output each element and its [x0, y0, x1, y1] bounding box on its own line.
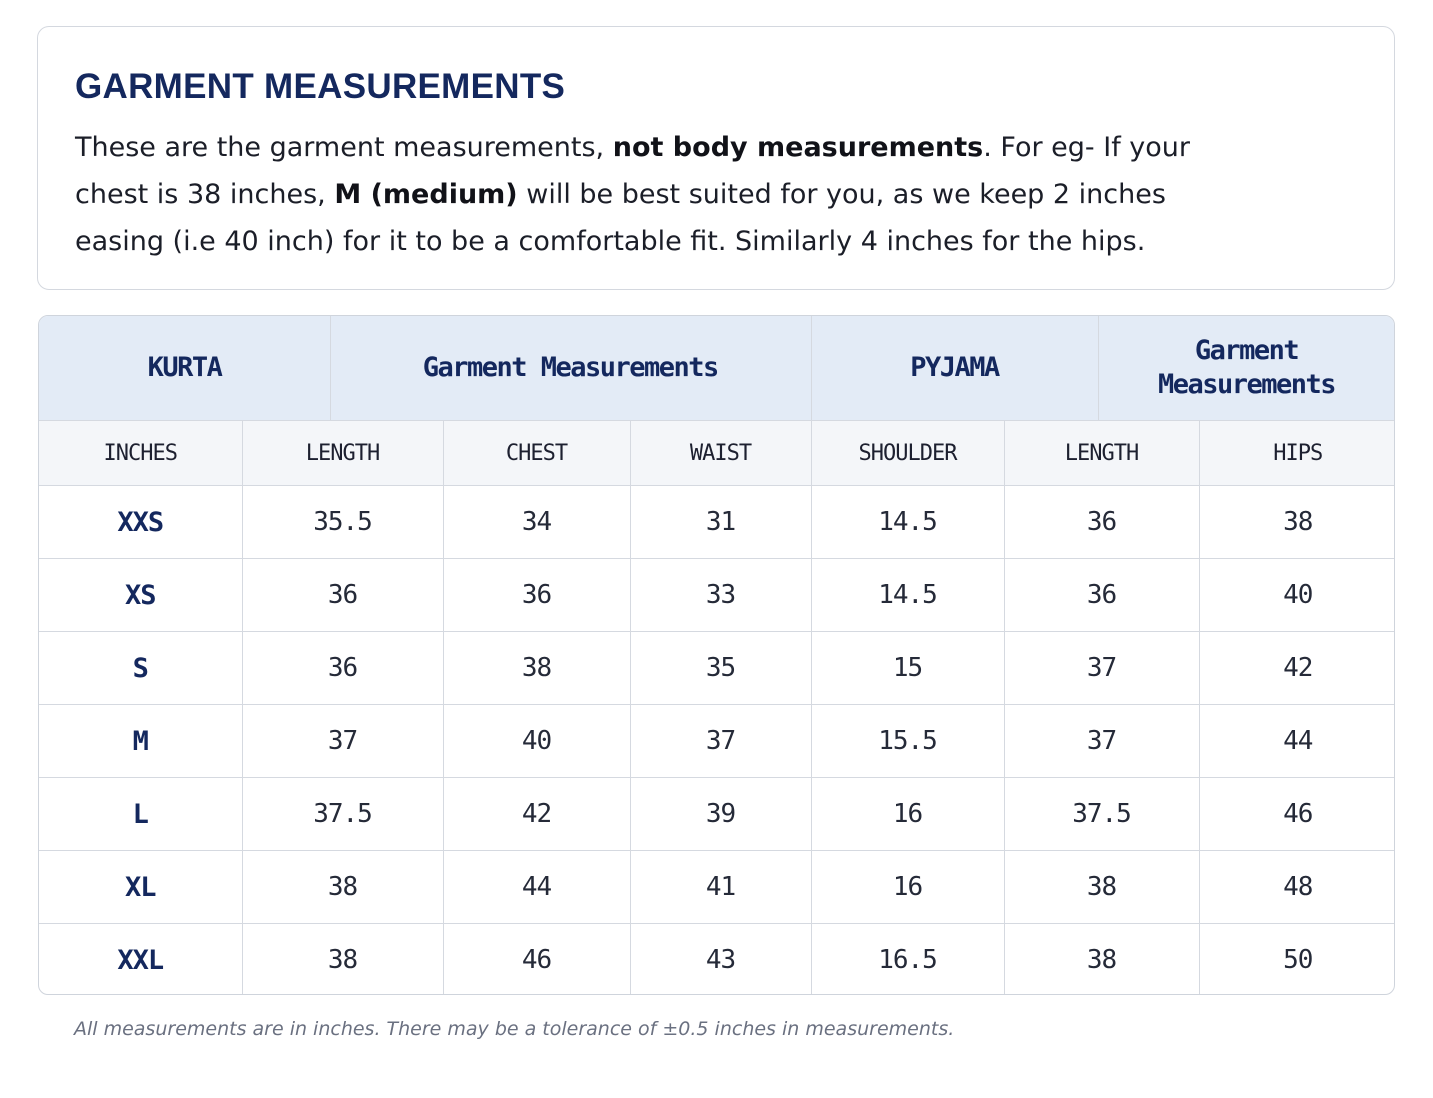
shoulder-cell: 14.5: [811, 559, 1004, 632]
size-chart-table: [39, 316, 1395, 995]
table-row: [39, 851, 1395, 924]
kurta-length-cell: 37: [242, 705, 443, 778]
column-header-row: [39, 421, 1395, 486]
chest-cell: 38: [443, 632, 630, 705]
pyjama-length-cell: 37.5: [1004, 778, 1199, 851]
pyjama-length-cell: 36: [1004, 486, 1199, 559]
kurta-length-cell: 38: [242, 851, 443, 924]
chest-cell: 42: [443, 778, 630, 851]
waist-cell: 43: [630, 924, 811, 996]
column-header-waist: WAIST: [630, 421, 811, 486]
waist-cell: 39: [630, 778, 811, 851]
waist-cell: 35: [630, 632, 811, 705]
column-header-pyjama-length: LENGTH: [1004, 421, 1199, 486]
group-header-row: [39, 316, 1395, 421]
chest-cell: 40: [443, 705, 630, 778]
chest-cell: 34: [443, 486, 630, 559]
description-bold-2: M (medium): [334, 179, 518, 210]
hips-cell: 42: [1199, 632, 1395, 705]
table-row: [39, 705, 1395, 778]
pyjama-length-cell: 38: [1004, 851, 1199, 924]
kurta-length-cell: 37.5: [242, 778, 443, 851]
chest-cell: 36: [443, 559, 630, 632]
size-chart-table-container: [38, 315, 1395, 995]
size-label: XL: [39, 851, 242, 924]
description-text-3: will be best suited for you, as we keep 2 inches easing (i.e 40 inch) for it to be a comfortable fit. Similarly 4 inches for the hips.: [75, 179, 1166, 257]
size-label: S: [39, 632, 242, 705]
hips-cell: 38: [1199, 486, 1395, 559]
pyjama-measurements-header: [1157, 316, 1395, 421]
size-label: M: [39, 705, 242, 778]
column-header-inches: INCHES: [39, 421, 242, 486]
column-header-kurta-length: LENGTH: [242, 421, 443, 486]
card-title: GARMENT MEASUREMENTS: [75, 67, 566, 106]
kurta-length-cell: 36: [242, 559, 443, 632]
card-description: [75, 124, 1215, 265]
hips-cell: 40: [1199, 559, 1395, 632]
pyjama-length-cell: 37: [1004, 705, 1199, 778]
table-row: [39, 632, 1395, 705]
table-row: [39, 486, 1395, 559]
waist-cell: 31: [630, 486, 811, 559]
size-label: XXS: [39, 486, 242, 559]
shoulder-cell: 16: [811, 851, 1004, 924]
waist-cell: 33: [630, 559, 811, 632]
garment-measurements-card: [37, 26, 1395, 290]
waist-cell: 41: [630, 851, 811, 924]
chest-cell: 46: [443, 924, 630, 996]
kurta-measurements-header: [422, 316, 811, 421]
kurta-length-cell: 36: [242, 632, 443, 705]
pyjama-measurements-label: Garment Measurements: [1157, 335, 1336, 400]
hips-cell: 50: [1283, 945, 1313, 975]
column-header-hips: HIPS: [1199, 421, 1395, 486]
kurta-length-cell: 38: [242, 924, 443, 996]
hips-cell: 46: [1199, 778, 1395, 851]
description-text-2: . For eg- If your chest is 38 inches,: [75, 132, 1191, 210]
pyjama-length-cell: 36: [1004, 559, 1199, 632]
size-label: XXL: [39, 924, 242, 996]
description-bold-1: not body measurements: [612, 132, 984, 163]
waist-cell: 37: [630, 705, 811, 778]
shoulder-cell: 16: [811, 778, 1004, 851]
shoulder-cell: 15: [811, 632, 1004, 705]
column-header-chest: CHEST: [443, 421, 630, 486]
pyjama-length-cell: 38: [1004, 924, 1199, 996]
pyjama-header: PYJAMA: [812, 316, 1099, 420]
pyjama-length-cell: 37: [1004, 632, 1199, 705]
size-label: XS: [39, 559, 242, 632]
shoulder-cell: 16.5: [811, 924, 1004, 996]
shoulder-cell: 14.5: [811, 486, 1004, 559]
column-header-shoulder: SHOULDER: [811, 421, 1004, 486]
table-row: [39, 559, 1395, 632]
kurta-header: KURTA: [39, 316, 331, 420]
chest-cell: 44: [443, 851, 630, 924]
description-text-1: These are the garment measurements,: [75, 132, 613, 163]
hips-cell: 44: [1199, 705, 1395, 778]
table-row: [39, 924, 1395, 996]
kurta-length-cell: 35.5: [242, 486, 443, 559]
table-row: [39, 778, 1395, 851]
hips-cell: 48: [1199, 851, 1395, 924]
shoulder-cell: 15.5: [811, 705, 1004, 778]
footnote: All measurements are in inches. There may be a tolerance of ±0.5 inches in measurements.: [74, 1018, 955, 1040]
kurta-measurements-label: Garment Measurements: [422, 352, 718, 383]
size-label: L: [39, 778, 242, 851]
